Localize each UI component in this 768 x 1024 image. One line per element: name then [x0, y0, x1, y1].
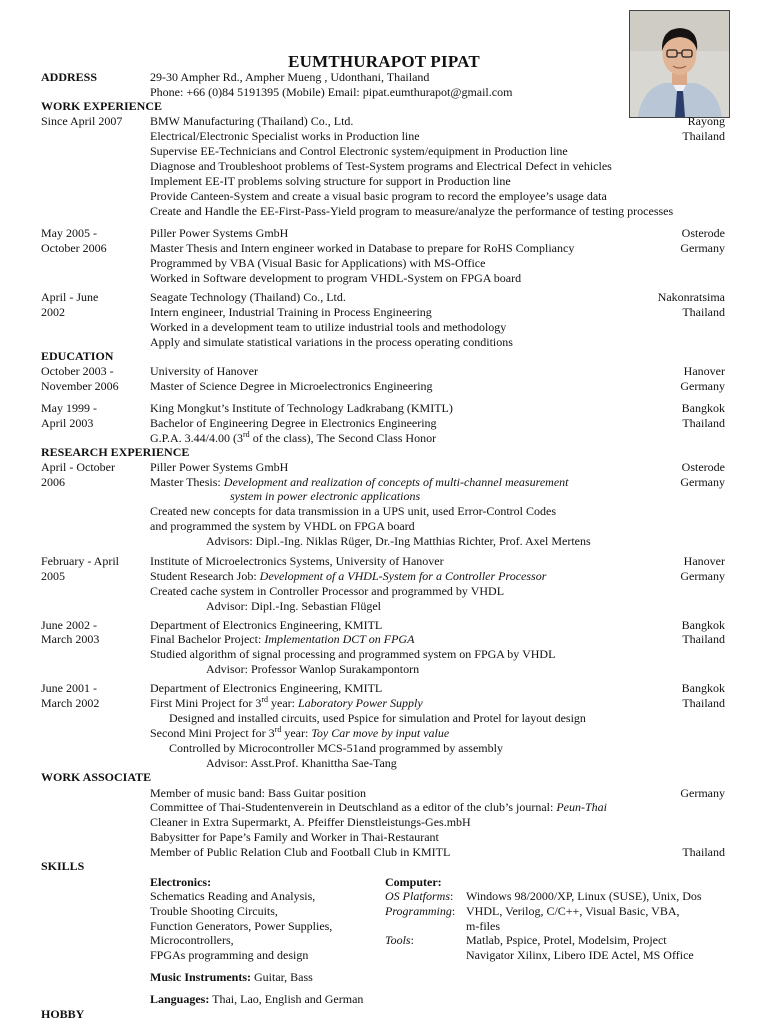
electronics-item: Trouble Shooting Circuits, — [150, 904, 278, 918]
gpa-ordinal: rd — [243, 430, 250, 439]
work-date: May 2005 - — [41, 226, 97, 240]
education-line: Bachelor of Engineering Degree in Electronics Engineering — [150, 416, 437, 430]
research-date: February - April — [41, 554, 119, 568]
research-job-line — [150, 569, 546, 583]
research-date: 2006 — [41, 475, 65, 489]
tools-value: Navigator Xilinx, Libero IDE Actel, MS Office — [466, 948, 694, 962]
advisor-line: Advisor: Asst.Prof. Khanittha Sae-Tang — [206, 756, 397, 770]
programming-label — [385, 904, 455, 918]
education-date: October 2003 - — [41, 364, 114, 378]
research-line: and programmed the system by VHDL on FPGA board — [150, 519, 415, 533]
music-line — [150, 970, 313, 984]
research-country: Thailand — [682, 632, 725, 646]
mini-project-title: Laboratory Power Supply — [297, 696, 423, 710]
education-date: April 2003 — [41, 416, 94, 430]
research-org: Institute of Microelectronics Systems, University of Hanover — [150, 554, 444, 568]
research-org: Department of Electronics Engineering, KMITL — [150, 681, 383, 695]
journal-name: Peun-Thai — [556, 800, 608, 814]
colon: : — [450, 889, 454, 903]
work-line: BMW Manufacturing (Thailand) Co., Ltd. — [150, 114, 354, 128]
tools-label-text: Tools — [385, 933, 411, 947]
music-label: Music Instruments: — [150, 970, 251, 984]
advisor-line: Advisor: Dipl.-Ing. Sebastian Flügel — [206, 599, 381, 613]
research-country: Thailand — [682, 696, 725, 710]
associate-country: Germany — [680, 786, 725, 800]
research-location: Bangkok — [681, 618, 725, 632]
education-date: May 1999 - — [41, 401, 97, 415]
research-location: Bangkok — [681, 681, 725, 695]
work-date: October 2006 — [41, 241, 107, 255]
tools-label — [385, 933, 414, 947]
electronics-item: Schematics Reading and Analysis, — [150, 889, 316, 903]
education-line: King Mongkut’s Institute of Technology Ladkrabang (KMITL) — [150, 401, 453, 415]
advisor-line: Advisor: Professor Wanlop Surakampontorn — [206, 662, 420, 676]
work-experience-heading: WORK EXPERIENCE — [41, 99, 163, 113]
research-date: March 2002 — [41, 696, 100, 710]
languages-value: Thai, Lao, English and German — [209, 992, 364, 1006]
associate-country: Thailand — [682, 845, 725, 859]
gpa-text: of the class), The Second Class Honor — [249, 431, 437, 445]
electronics-item: Microcontrollers, — [150, 933, 234, 947]
work-date: April - June — [41, 290, 99, 304]
colon: : — [451, 904, 456, 918]
hobby-heading: HOBBY — [41, 1007, 85, 1021]
page-title: EUMTHURAPOT PIPAT — [288, 52, 480, 71]
education-line: University of Hanover — [150, 364, 258, 378]
mini-project-label: First Mini Project for 3 — [150, 696, 262, 710]
project-title: Implementation DCT on FPGA — [264, 632, 415, 646]
ordinal: rd — [274, 725, 282, 734]
research-date: March 2003 — [41, 632, 100, 646]
music-value: Guitar, Bass — [251, 970, 313, 984]
work-line: Seagate Technology (Thailand) Co., Ltd. — [150, 290, 346, 304]
work-line: Electrical/Electronic Specialist works in Production line — [150, 129, 420, 143]
work-location: Nakonratsima — [657, 290, 725, 304]
mini-project-line — [150, 726, 449, 740]
research-date: June 2001 - — [41, 681, 97, 695]
gpa-text: G.P.A. 3.44/4.00 (3 — [150, 431, 244, 445]
work-line: Intern engineer, Industrial Training in Process Engineering — [150, 305, 432, 319]
work-location: Osterode — [681, 226, 725, 240]
associate-text: Committee of Thai-Studentenverein in Deutschland as a editor of the club’s journal: — [150, 800, 557, 814]
research-org: Piller Power Systems GmbH — [150, 460, 289, 474]
skills-heading: SKILLS — [41, 859, 85, 873]
contact-line: Phone: +66 (0)84 5191395 (Mobile) Email: pipat.eumthurapot@gmail.com — [150, 85, 513, 99]
work-associate-heading: WORK ASSOCIATE — [41, 770, 152, 784]
work-line: Worked in Software development to program VHDL-System on FPGA board — [150, 271, 522, 285]
work-line: Create and Handle the EE-First-Pass-Yield program to measure/analyze the performance of testing processes — [150, 204, 674, 218]
research-date: April - October — [41, 460, 115, 474]
advisor-line: Advisors: Dipl.-Ing. Niklas Rüger, Dr.-Ing Matthias Richter, Prof. Axel Mertens — [206, 534, 591, 548]
work-line: Piller Power Systems GmbH — [150, 226, 289, 240]
associate-line: Member of music band: Bass Guitar position — [150, 786, 366, 800]
gpa-line — [150, 431, 436, 445]
work-line: Provide Canteen-System and create a visual basic program to record the employee’s usage data — [150, 189, 607, 203]
education-date: November 2006 — [41, 379, 119, 393]
address-line: 29-30 Ampher Rd., Ampher Mueng , Udonthani, Thailand — [150, 70, 430, 84]
ordinal: rd — [261, 695, 268, 704]
work-line: Apply and simulate statistical variations in the process operating conditions — [150, 335, 513, 349]
education-location: Hanover — [683, 364, 725, 378]
computer-label: Computer: — [385, 875, 442, 889]
project-line — [150, 632, 414, 646]
education-country: Germany — [680, 379, 725, 393]
research-line: Designed and installed circuits, used Pspice for simulation and Protel for layout design — [169, 711, 586, 725]
work-line: Master Thesis and Intern engineer worked in Database to prepare for RoHS Compliancy — [150, 241, 575, 255]
languages-label: Languages: — [150, 992, 210, 1006]
work-line: Programmed by VBA (Visual Basic for Applications) with MS-Office — [150, 256, 486, 270]
electronics-item: Function Generators, Power Supplies, — [150, 919, 333, 933]
research-heading: RESEARCH EXPERIENCE — [41, 445, 190, 459]
thesis-title: system in power electronic applications — [230, 489, 421, 503]
research-date: June 2002 - — [41, 618, 97, 632]
research-line: Created cache system in Controller Processor and programmed by VHDL — [150, 584, 505, 598]
work-date: Since April 2007 — [41, 114, 123, 128]
associate-line: Cleaner in Extra Supermarkt, A. Pfeiffer Dienstleistungs-Ges.mbH — [150, 815, 471, 829]
electronics-item: FPGAs programming and design — [150, 948, 309, 962]
work-country: Thailand — [682, 305, 725, 319]
education-heading: EDUCATION — [41, 349, 114, 363]
associate-line: Babysitter for Pape’s Family and Worker in Thai-Restaurant — [150, 830, 439, 844]
project-label: Final Bachelor Project: — [150, 632, 265, 646]
research-org: Department of Electronics Engineering, KMITL — [150, 618, 383, 632]
mini-project-title: Toy Car move by input value — [311, 726, 450, 740]
work-country: Germany — [680, 241, 725, 255]
mini-project-label: year: — [281, 726, 312, 740]
job-label: Student Research Job: — [150, 569, 260, 583]
programming-label-text: Programming — [385, 904, 452, 918]
research-line: Created new concepts for data transmission in a UPS unit, used Error-Control Codes — [150, 504, 557, 518]
mini-project-line — [150, 696, 423, 710]
work-line: Supervise EE-Technicians and Control Electronic system/equipment in Production line — [150, 144, 568, 158]
thesis-line — [150, 475, 568, 489]
electronics-label: Electronics: — [150, 875, 212, 889]
education-country: Thailand — [682, 416, 725, 430]
research-location: Osterode — [681, 460, 725, 474]
thesis-label: Master Thesis: — [150, 475, 224, 489]
os-label-text: OS Platforms — [385, 889, 451, 903]
research-country: Germany — [680, 475, 725, 489]
work-date: 2002 — [41, 305, 65, 319]
programming-value: VHDL, Verilog, C/C++, Visual Basic, VBA, — [466, 904, 680, 918]
os-label — [385, 889, 453, 903]
work-location: Rayong — [687, 114, 725, 128]
work-country: Thailand — [682, 129, 725, 143]
mini-project-label: Second Mini Project for 3 — [150, 726, 275, 740]
research-country: Germany — [680, 569, 725, 583]
education-location: Bangkok — [681, 401, 725, 415]
os-value: Windows 98/2000/XP, Linux (SUSE), Unix, Dos — [466, 889, 702, 903]
languages-line — [150, 992, 363, 1006]
research-line: Controlled by Microcontroller MCS-51and programmed by assembly — [169, 741, 503, 755]
research-line: Studied algorithm of signal processing and programmed system on FPGA by VHDL — [150, 647, 556, 661]
work-line: Worked in a development team to utilize industrial tools and methodology — [150, 320, 507, 334]
thesis-title: Development and realization of concepts of multi-channel measurement — [223, 475, 569, 489]
address-label: ADDRESS — [41, 70, 98, 84]
associate-line — [150, 800, 607, 814]
colon: : — [410, 933, 414, 947]
mini-project-label: year: — [268, 696, 298, 710]
programming-value: m-files — [466, 919, 500, 933]
education-line: Master of Science Degree in Microelectronics Engineering — [150, 379, 433, 393]
job-title: Development of a VHDL-System for a Controller Processor — [259, 569, 547, 583]
associate-line: Member of Public Relation Club and Football Club in KMITL — [150, 845, 451, 859]
research-location: Hanover — [683, 554, 725, 568]
tools-value: Matlab, Pspice, Protel, Modelsim, Project — [466, 933, 667, 947]
work-line: Implement EE-IT problems solving structure for support in Production line — [150, 174, 511, 188]
research-date: 2005 — [41, 569, 65, 583]
work-line: Diagnose and Troubleshoot problems of Test-System programs and Electrical Defect in vehicles — [150, 159, 612, 173]
